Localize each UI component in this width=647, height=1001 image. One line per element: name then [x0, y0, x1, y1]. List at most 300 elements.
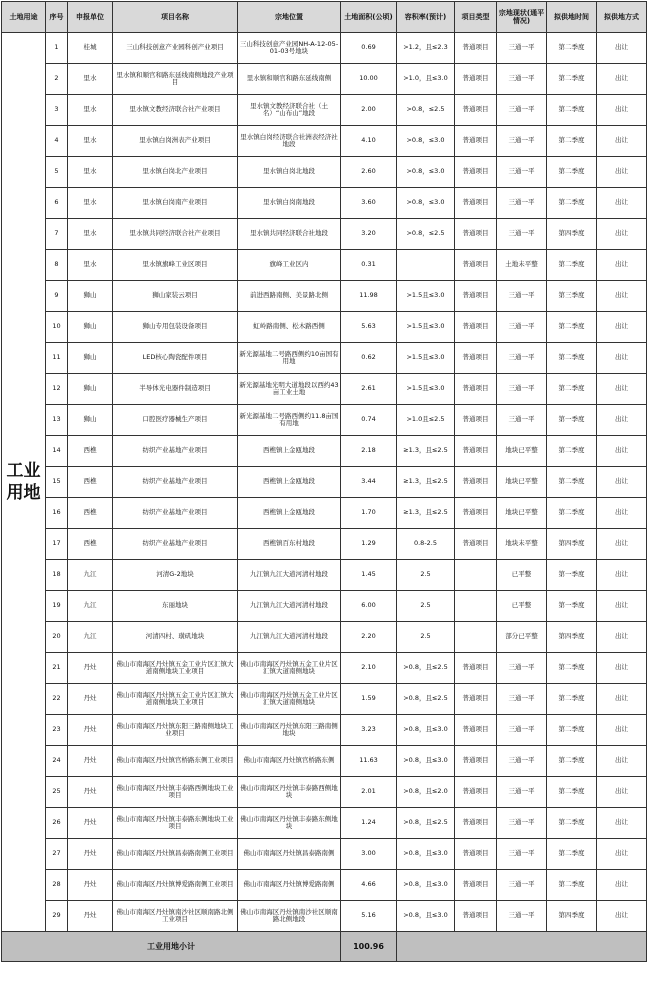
serial-no-cell: 22 — [46, 684, 68, 715]
plot-ratio-cell: 2.5 — [397, 560, 455, 591]
area-cell: 2.10 — [341, 653, 397, 684]
site-status-cell: 三通一平 — [497, 219, 547, 250]
applicant-cell: 九江 — [68, 622, 113, 653]
location-cell: 佛山市南海区丹灶镇官桥路东侧 — [238, 746, 341, 777]
header-project-name: 项目名称 — [113, 2, 238, 33]
area-cell: 0.69 — [341, 33, 397, 64]
project-name-cell: 佛山市南海区丹灶镇丰泰路西侧地块工业项目 — [113, 777, 238, 808]
project-type-cell: 普通项目 — [455, 715, 497, 746]
header-row — [2, 2, 647, 33]
project-type-cell — [455, 591, 497, 622]
applicant-cell: 西樵 — [68, 467, 113, 498]
supply-time-cell: 第二季度 — [547, 715, 597, 746]
site-status-cell: 三通一平 — [497, 343, 547, 374]
serial-no-cell: 6 — [46, 188, 68, 219]
area-cell: 0.62 — [341, 343, 397, 374]
plot-ratio-cell: ≥1.3，且≤2.5 — [397, 498, 455, 529]
serial-no-cell: 15 — [46, 467, 68, 498]
supply-time-cell: 第四季度 — [547, 219, 597, 250]
project-type-cell: 普通项目 — [455, 312, 497, 343]
header-applicant: 申报单位 — [68, 2, 113, 33]
site-status-cell: 三通一平 — [497, 64, 547, 95]
plot-ratio-cell: >1.5且≤3.0 — [397, 281, 455, 312]
table-row — [2, 591, 647, 622]
plot-ratio-cell: >0.8，≤3.0 — [397, 126, 455, 157]
area-cell: 3.44 — [341, 467, 397, 498]
location-cell: 前进西路南侧、美景路北侧 — [238, 281, 341, 312]
supply-method-cell: 出让 — [597, 746, 647, 777]
table-row — [2, 374, 647, 405]
plot-ratio-cell — [397, 250, 455, 281]
project-name-cell: 佛山市南海区丹灶镇官桥路东侧工业项目 — [113, 746, 238, 777]
applicant-cell: 里水 — [68, 64, 113, 95]
applicant-cell: 丹灶 — [68, 870, 113, 901]
location-cell: 佛山市南海区丹灶镇东阳三路南侧地块 — [238, 715, 341, 746]
project-type-cell: 普通项目 — [455, 157, 497, 188]
project-type-cell: 普通项目 — [455, 467, 497, 498]
site-status-cell: 三通一平 — [497, 839, 547, 870]
applicant-cell: 丹灶 — [68, 653, 113, 684]
serial-no-cell: 5 — [46, 157, 68, 188]
table-row — [2, 250, 647, 281]
area-cell: 0.74 — [341, 405, 397, 436]
project-name-cell: 狮山家装云项目 — [113, 281, 238, 312]
project-type-cell: 普通项目 — [455, 64, 497, 95]
project-name-cell: 河清四村、璜矶地块 — [113, 622, 238, 653]
area-cell: 3.00 — [341, 839, 397, 870]
applicant-cell: 里水 — [68, 157, 113, 188]
site-status-cell: 三通一平 — [497, 33, 547, 64]
land-supply-table — [1, 1, 647, 962]
location-cell: 九江镇九江大道河清村地段 — [238, 591, 341, 622]
plot-ratio-cell: 2.5 — [397, 622, 455, 653]
applicant-cell: 狮山 — [68, 312, 113, 343]
site-status-cell: 三通一平 — [497, 808, 547, 839]
applicant-cell: 狮山 — [68, 374, 113, 405]
site-status-cell: 三通一平 — [497, 126, 547, 157]
supply-time-cell: 第二季度 — [547, 312, 597, 343]
header-supply-time: 拟供地时间 — [547, 2, 597, 33]
serial-no-cell: 11 — [46, 343, 68, 374]
project-name-cell: 佛山市南海区丹灶镇东阳三路南侧地块工业项目 — [113, 715, 238, 746]
supply-time-cell: 第一季度 — [547, 405, 597, 436]
supply-time-cell: 第二季度 — [547, 808, 597, 839]
supply-method-cell: 出让 — [597, 653, 647, 684]
location-cell: 佛山市南海区丹灶镇博爱路南侧 — [238, 870, 341, 901]
supply-method-cell: 出让 — [597, 870, 647, 901]
supply-method-cell: 出让 — [597, 560, 647, 591]
table-row — [2, 529, 647, 560]
table-row — [2, 343, 647, 374]
table-row — [2, 901, 647, 932]
land-use-category: 工业用地 — [2, 33, 46, 932]
table-row — [2, 33, 647, 64]
site-status-cell: 三通一平 — [497, 653, 547, 684]
plot-ratio-cell: 2.5 — [397, 591, 455, 622]
location-cell: 新光源基地二号路西侧约10亩国有用地 — [238, 343, 341, 374]
table-row — [2, 436, 647, 467]
site-status-cell: 已平整 — [497, 560, 547, 591]
project-type-cell: 普通项目 — [455, 95, 497, 126]
project-type-cell: 普通项目 — [455, 281, 497, 312]
supply-time-cell: 第二季度 — [547, 374, 597, 405]
supply-time-cell: 第二季度 — [547, 684, 597, 715]
plot-ratio-cell: >1.0且≤2.5 — [397, 405, 455, 436]
area-cell: 1.45 — [341, 560, 397, 591]
project-type-cell: 普通项目 — [455, 870, 497, 901]
serial-no-cell: 17 — [46, 529, 68, 560]
header-site-status: 宗地现状(通平情况) — [497, 2, 547, 33]
applicant-cell: 里水 — [68, 219, 113, 250]
serial-no-cell: 13 — [46, 405, 68, 436]
site-status-cell: 地块未平整 — [497, 529, 547, 560]
supply-method-cell: 出让 — [597, 436, 647, 467]
table-row — [2, 219, 647, 250]
area-cell: 0.31 — [341, 250, 397, 281]
project-name-cell: 三山科技创意产业园科创产业项目 — [113, 33, 238, 64]
plot-ratio-cell: >0.8，且≤3.0 — [397, 839, 455, 870]
applicant-cell: 西樵 — [68, 498, 113, 529]
project-type-cell: 普通项目 — [455, 188, 497, 219]
plot-ratio-cell: >0.8，≤2.5 — [397, 95, 455, 126]
project-name-cell: 纺织产业基地产业项目 — [113, 467, 238, 498]
project-name-cell: 佛山市南海区丹灶镇丰泰路东侧地块工业项目 — [113, 808, 238, 839]
subtotal-area: 100.96 — [341, 932, 397, 962]
applicant-cell: 里水 — [68, 126, 113, 157]
serial-no-cell: 23 — [46, 715, 68, 746]
project-type-cell: 普通项目 — [455, 684, 497, 715]
subtotal-row — [2, 932, 647, 962]
supply-time-cell: 第二季度 — [547, 839, 597, 870]
table-row — [2, 126, 647, 157]
serial-no-cell: 16 — [46, 498, 68, 529]
supply-method-cell: 出让 — [597, 901, 647, 932]
supply-time-cell: 第二季度 — [547, 498, 597, 529]
applicant-cell: 丹灶 — [68, 808, 113, 839]
area-cell: 6.00 — [341, 591, 397, 622]
location-cell: 佛山市南海区丹灶镇昌泰路南侧 — [238, 839, 341, 870]
location-cell: 九江镇九江大道河清村地段 — [238, 560, 341, 591]
supply-method-cell: 出让 — [597, 591, 647, 622]
table-row — [2, 870, 647, 901]
area-cell: 3.23 — [341, 715, 397, 746]
supply-method-cell: 出让 — [597, 33, 647, 64]
project-type-cell: 普通项目 — [455, 777, 497, 808]
supply-method-cell: 出让 — [597, 343, 647, 374]
project-type-cell: 普通项目 — [455, 374, 497, 405]
applicant-cell: 狮山 — [68, 405, 113, 436]
supply-time-cell: 第二季度 — [547, 188, 597, 219]
site-status-cell: 三通一平 — [497, 157, 547, 188]
subtotal-blank — [397, 932, 647, 962]
table-row — [2, 467, 647, 498]
supply-method-cell: 出让 — [597, 95, 647, 126]
table-row — [2, 95, 647, 126]
project-name-cell: 纺织产业基地产业项目 — [113, 529, 238, 560]
serial-no-cell: 18 — [46, 560, 68, 591]
plot-ratio-cell: >0.8，且≤3.0 — [397, 746, 455, 777]
supply-method-cell: 出让 — [597, 684, 647, 715]
supply-time-cell: 第二季度 — [547, 777, 597, 808]
site-status-cell: 三通一平 — [497, 95, 547, 126]
applicant-cell: 丹灶 — [68, 839, 113, 870]
site-status-cell: 三通一平 — [497, 777, 547, 808]
supply-method-cell: 出让 — [597, 808, 647, 839]
supply-time-cell: 第二季度 — [547, 250, 597, 281]
site-status-cell: 三通一平 — [497, 684, 547, 715]
plot-ratio-cell: >1.2，且≤2.3 — [397, 33, 455, 64]
supply-time-cell: 第四季度 — [547, 529, 597, 560]
applicant-cell: 狮山 — [68, 281, 113, 312]
project-name-cell: 纺织产业基地产业项目 — [113, 436, 238, 467]
area-cell: 4.66 — [341, 870, 397, 901]
project-type-cell: 普通项目 — [455, 653, 497, 684]
location-cell: 西樵镇上金瓯地段 — [238, 498, 341, 529]
project-type-cell: 普通项目 — [455, 839, 497, 870]
location-cell: 里水镇白岗北地段 — [238, 157, 341, 188]
site-status-cell: 土地未平整 — [497, 250, 547, 281]
plot-ratio-cell: >0.8，≤3.0 — [397, 157, 455, 188]
project-name-cell: 里水镇白岗洲表产业项目 — [113, 126, 238, 157]
supply-time-cell: 第四季度 — [547, 901, 597, 932]
supply-time-cell: 第二季度 — [547, 467, 597, 498]
site-status-cell: 三通一平 — [497, 870, 547, 901]
area-cell: 11.98 — [341, 281, 397, 312]
table-row — [2, 777, 647, 808]
serial-no-cell: 10 — [46, 312, 68, 343]
site-status-cell: 地块已平整 — [497, 498, 547, 529]
project-name-cell: 纺织产业基地产业项目 — [113, 498, 238, 529]
project-type-cell: 普通项目 — [455, 250, 497, 281]
supply-method-cell: 出让 — [597, 250, 647, 281]
supply-time-cell: 第二季度 — [547, 870, 597, 901]
location-cell: 佛山市南海区丹灶镇丰泰路西侧地块 — [238, 777, 341, 808]
area-cell: 5.16 — [341, 901, 397, 932]
project-name-cell: 狮山专用包装设备项目 — [113, 312, 238, 343]
applicant-cell: 里水 — [68, 250, 113, 281]
supply-time-cell: 第二季度 — [547, 157, 597, 188]
project-type-cell: 普通项目 — [455, 436, 497, 467]
site-status-cell: 三通一平 — [497, 746, 547, 777]
table-row — [2, 684, 647, 715]
supply-time-cell: 第二季度 — [547, 64, 597, 95]
applicant-cell: 西樵 — [68, 529, 113, 560]
location-cell: 九江镇九江大道河清村地段 — [238, 622, 341, 653]
area-cell: 2.60 — [341, 157, 397, 188]
site-status-cell: 三通一平 — [497, 405, 547, 436]
supply-method-cell: 出让 — [597, 281, 647, 312]
site-status-cell: 三通一平 — [497, 312, 547, 343]
plot-ratio-cell: >0.8，且≤3.0 — [397, 901, 455, 932]
header-supply-method: 拟供地方式 — [597, 2, 647, 33]
location-cell: 佛山市南海区丹灶镇丰泰路东侧地块 — [238, 808, 341, 839]
project-type-cell: 普通项目 — [455, 529, 497, 560]
project-name-cell: 里水镇白岗北产业项目 — [113, 157, 238, 188]
project-name-cell: 佛山市南海区丹灶镇五金工业片区汇镇大道南侧地块工业项目 — [113, 684, 238, 715]
supply-method-cell: 出让 — [597, 126, 647, 157]
site-status-cell: 三通一平 — [497, 901, 547, 932]
location-cell: 里水镇共同经济联合社地段 — [238, 219, 341, 250]
site-status-cell: 三通一平 — [497, 715, 547, 746]
serial-no-cell: 21 — [46, 653, 68, 684]
applicant-cell: 西樵 — [68, 436, 113, 467]
project-type-cell: 普通项目 — [455, 219, 497, 250]
project-type-cell: 普通项目 — [455, 343, 497, 374]
project-name-cell: 佛山市南海区丹灶镇南沙社区顺南路北侧工业项目 — [113, 901, 238, 932]
area-cell: 2.20 — [341, 622, 397, 653]
supply-method-cell: 出让 — [597, 312, 647, 343]
table-row — [2, 157, 647, 188]
supply-method-cell: 出让 — [597, 467, 647, 498]
serial-no-cell: 4 — [46, 126, 68, 157]
serial-no-cell: 2 — [46, 64, 68, 95]
site-status-cell: 已平整 — [497, 591, 547, 622]
location-cell: 里水镇和顺官和路东延线南侧 — [238, 64, 341, 95]
supply-method-cell: 出让 — [597, 622, 647, 653]
applicant-cell: 桂城 — [68, 33, 113, 64]
location-cell: 西樵镇上金瓯地段 — [238, 436, 341, 467]
project-name-cell: 里水镇白岗南产业项目 — [113, 188, 238, 219]
area-cell: 2.61 — [341, 374, 397, 405]
serial-no-cell: 3 — [46, 95, 68, 126]
project-name-cell: 东丽地块 — [113, 591, 238, 622]
project-type-cell: 普通项目 — [455, 901, 497, 932]
location-cell: 西樵镇上金瓯地段 — [238, 467, 341, 498]
area-cell: 2.00 — [341, 95, 397, 126]
project-type-cell — [455, 560, 497, 591]
header-area: 土地面积(公顷) — [341, 2, 397, 33]
table-row — [2, 653, 647, 684]
location-cell: 佛山市南海区丹灶镇南沙社区顺南路北侧地段 — [238, 901, 341, 932]
project-type-cell: 普通项目 — [455, 498, 497, 529]
plot-ratio-cell: >0.8，且≤2.0 — [397, 777, 455, 808]
supply-method-cell: 出让 — [597, 405, 647, 436]
table-row — [2, 188, 647, 219]
supply-time-cell: 第二季度 — [547, 746, 597, 777]
serial-no-cell: 28 — [46, 870, 68, 901]
location-cell: 新光源基地光明大道地段以西约43亩工业土地 — [238, 374, 341, 405]
header-location: 宗地位置 — [238, 2, 341, 33]
project-type-cell: 普通项目 — [455, 126, 497, 157]
location-cell: 三山科技创意产业园NH-A-12-05-01-03号地块 — [238, 33, 341, 64]
area-cell: 1.29 — [341, 529, 397, 560]
supply-method-cell: 出让 — [597, 529, 647, 560]
applicant-cell: 里水 — [68, 95, 113, 126]
header-land-use: 土地用途 — [2, 2, 46, 33]
area-cell: 1.70 — [341, 498, 397, 529]
project-name-cell: 佛山市南海区丹灶镇五金工业片区汇镇大道南侧地块工业项目 — [113, 653, 238, 684]
area-cell: 10.00 — [341, 64, 397, 95]
serial-no-cell: 14 — [46, 436, 68, 467]
table-body — [2, 33, 647, 932]
location-cell: 里水镇文教经济联合社（土名）“山布山”地段 — [238, 95, 341, 126]
serial-no-cell: 29 — [46, 901, 68, 932]
supply-time-cell: 第三季度 — [547, 281, 597, 312]
plot-ratio-cell: >1.0，且≤3.0 — [397, 64, 455, 95]
serial-no-cell: 12 — [46, 374, 68, 405]
project-type-cell: 普通项目 — [455, 746, 497, 777]
project-name-cell: 佛山市南海区丹灶镇博爱路南侧工业项目 — [113, 870, 238, 901]
header-plot-ratio: 容积率(预计) — [397, 2, 455, 33]
plot-ratio-cell: >0.8，≤3.0 — [397, 188, 455, 219]
table-row — [2, 64, 647, 95]
area-cell: 4.10 — [341, 126, 397, 157]
applicant-cell: 丹灶 — [68, 901, 113, 932]
project-name-cell: 里水镇旗峰工业区项目 — [113, 250, 238, 281]
applicant-cell: 狮山 — [68, 343, 113, 374]
plot-ratio-cell: >0.8，且≤3.0 — [397, 870, 455, 901]
location-cell: 新光源基地二号路西侧约11.8亩国有用地 — [238, 405, 341, 436]
site-status-cell: 三通一平 — [497, 374, 547, 405]
table-row — [2, 808, 647, 839]
location-cell: 佛山市南海区丹灶镇五金工业片区汇镇大道南侧地块 — [238, 653, 341, 684]
plot-ratio-cell: >0.8，且≤2.5 — [397, 653, 455, 684]
supply-time-cell: 第二季度 — [547, 95, 597, 126]
area-cell: 2.18 — [341, 436, 397, 467]
project-name-cell: 里水镇共同经济联合社产业项目 — [113, 219, 238, 250]
supply-time-cell: 第二季度 — [547, 343, 597, 374]
serial-no-cell: 27 — [46, 839, 68, 870]
table-row — [2, 746, 647, 777]
table-row — [2, 405, 647, 436]
site-status-cell: 地块已平整 — [497, 467, 547, 498]
plot-ratio-cell: >0.8，且≤2.5 — [397, 808, 455, 839]
plot-ratio-cell: >0.8，≤2.5 — [397, 219, 455, 250]
location-cell: 西樵镇百东村地段 — [238, 529, 341, 560]
serial-no-cell: 25 — [46, 777, 68, 808]
serial-no-cell: 9 — [46, 281, 68, 312]
serial-no-cell: 24 — [46, 746, 68, 777]
header-serial-no: 序号 — [46, 2, 68, 33]
supply-method-cell: 出让 — [597, 498, 647, 529]
serial-no-cell: 26 — [46, 808, 68, 839]
applicant-cell: 丹灶 — [68, 715, 113, 746]
supply-method-cell: 出让 — [597, 157, 647, 188]
area-cell: 5.63 — [341, 312, 397, 343]
project-type-cell: 普通项目 — [455, 405, 497, 436]
applicant-cell: 丹灶 — [68, 684, 113, 715]
project-type-cell: 普通项目 — [455, 33, 497, 64]
area-cell: 1.59 — [341, 684, 397, 715]
supply-method-cell: 出让 — [597, 839, 647, 870]
supply-time-cell: 第一季度 — [547, 560, 597, 591]
table-row — [2, 498, 647, 529]
supply-time-cell: 第二季度 — [547, 33, 597, 64]
plot-ratio-cell: >0.8，且≤2.5 — [397, 684, 455, 715]
plot-ratio-cell: >1.5且≤3.0 — [397, 312, 455, 343]
area-cell: 3.60 — [341, 188, 397, 219]
project-type-cell: 普通项目 — [455, 808, 497, 839]
site-status-cell: 三通一平 — [497, 188, 547, 219]
applicant-cell: 九江 — [68, 560, 113, 591]
serial-no-cell: 19 — [46, 591, 68, 622]
supply-time-cell: 第二季度 — [547, 126, 597, 157]
supply-time-cell: 第二季度 — [547, 653, 597, 684]
serial-no-cell: 20 — [46, 622, 68, 653]
location-cell: 里水镇白岗经济联合社洲表经济社地段 — [238, 126, 341, 157]
table-row — [2, 312, 647, 343]
applicant-cell: 九江 — [68, 591, 113, 622]
supply-method-cell: 出让 — [597, 64, 647, 95]
plot-ratio-cell: ≥1.3，且≤2.5 — [397, 436, 455, 467]
serial-no-cell: 7 — [46, 219, 68, 250]
project-name-cell: 佛山市南海区丹灶镇昌泰路南侧工业项目 — [113, 839, 238, 870]
location-cell: 里水镇白岗南地段 — [238, 188, 341, 219]
applicant-cell: 丹灶 — [68, 746, 113, 777]
serial-no-cell: 1 — [46, 33, 68, 64]
supply-time-cell: 第四季度 — [547, 622, 597, 653]
serial-no-cell: 8 — [46, 250, 68, 281]
